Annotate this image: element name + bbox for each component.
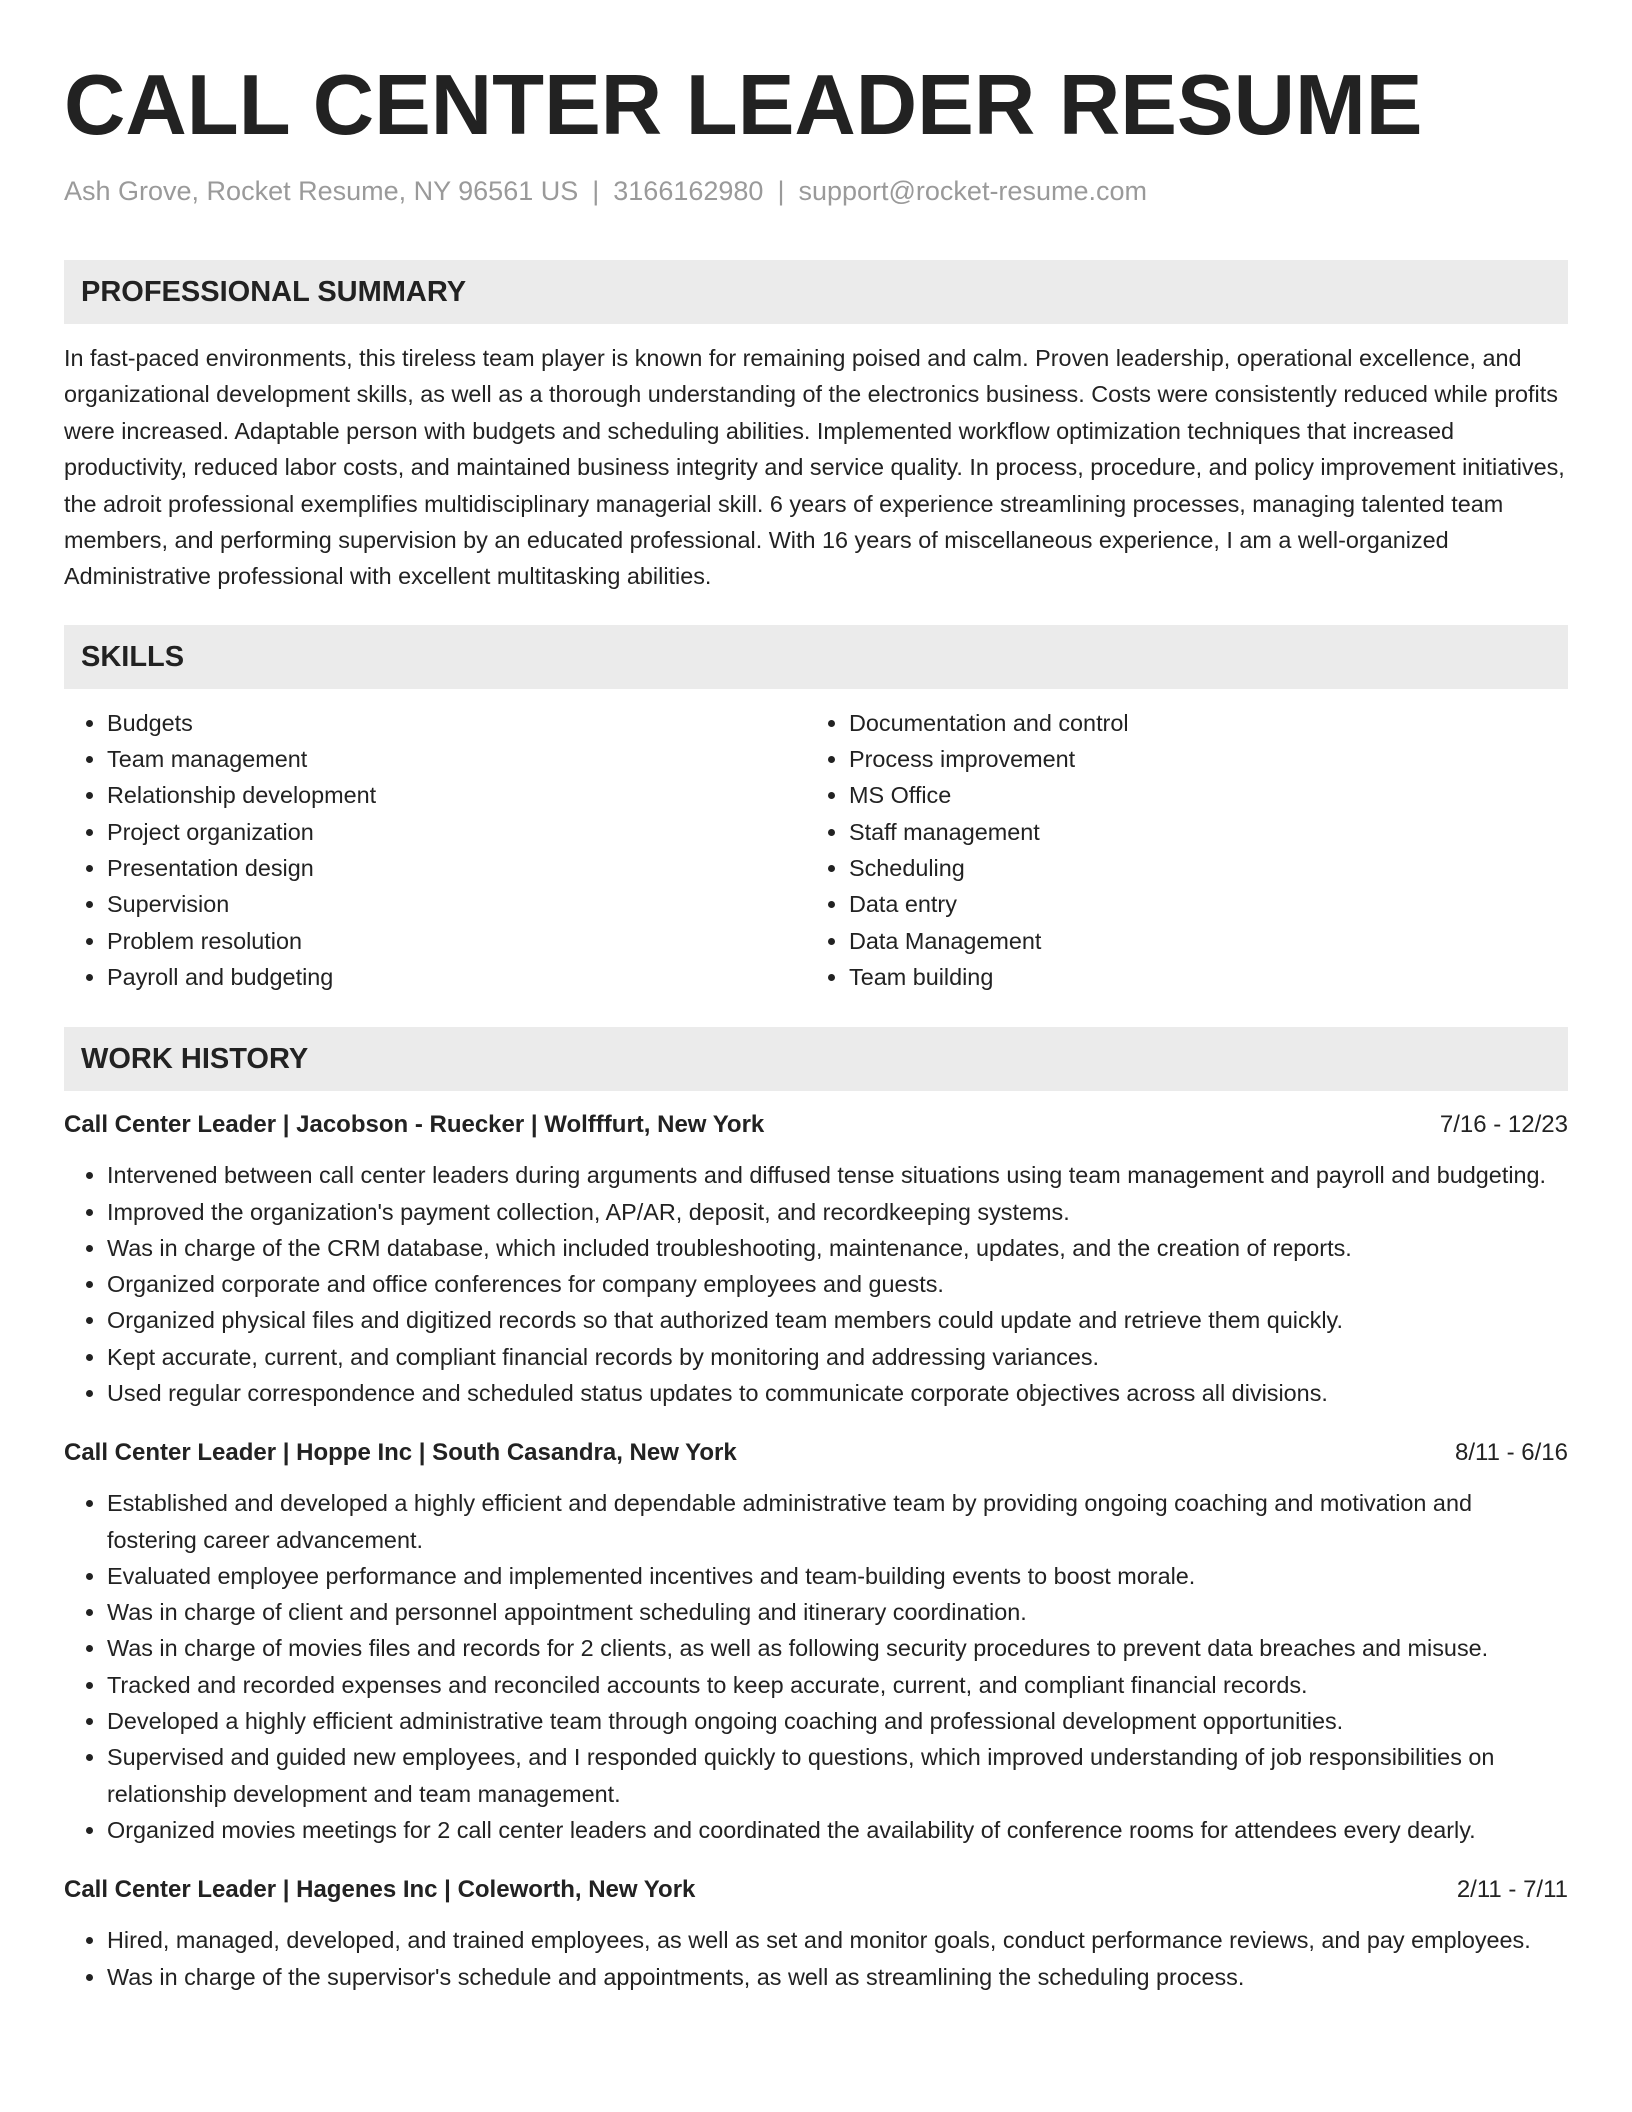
job-bullet: • Improved the organization's payment collection, AP/AR, deposit, and recordkeeping systems. — [107, 1194, 1568, 1230]
skill-item: • Supervision — [107, 886, 806, 922]
contact-line — [64, 174, 1568, 208]
skills-column-right — [806, 705, 1548, 995]
job-bullet: • Developed a highly efficient administrative team through ongoing coaching and professional development opportunities. — [107, 1703, 1568, 1739]
skill-item: • Team management — [107, 741, 806, 777]
resume-title: CALL CENTER LEADER RESUME — [64, 58, 1423, 153]
skill-item: • Data Management — [849, 923, 1548, 959]
section-header-work-history: WORK HISTORY — [64, 1027, 1568, 1091]
job-bullet: • Evaluated employee performance and implemented incentives and team-building events to boost morale. — [107, 1558, 1568, 1594]
skill-item: • Documentation and control — [849, 705, 1548, 741]
job-bullet-list — [64, 1157, 1568, 1411]
job-bullet: • Organized physical files and digitized records so that authorized team members could update and retrieve them quickly. — [107, 1302, 1568, 1338]
job-bullet-list — [64, 1922, 1568, 1995]
job-bullet: • Was in charge of the supervisor's schedule and appointments, as well as streamlining the scheduling process. — [107, 1959, 1568, 1995]
skill-item: • Scheduling — [849, 850, 1548, 886]
job-title: Call Center Leader | Hagenes Inc | Coleworth, New York — [64, 1876, 696, 1904]
job-bullet: • Was in charge of movies files and records for 2 clients, as well as following security procedures to prevent data breaches and misuse. — [107, 1630, 1568, 1666]
job-title: Call Center Leader | Hoppe Inc | South Casandra, New York — [64, 1439, 737, 1467]
job-dates: 2/11 - 7/11 — [1456, 1876, 1568, 1904]
skill-item: • Staff management — [849, 814, 1548, 850]
job-dates: 7/16 - 12/23 — [1439, 1111, 1568, 1139]
job-bullet: • Was in charge of client and personnel appointment scheduling and itinerary coordination. — [107, 1594, 1568, 1630]
summary-text: In fast-paced environments, this tireless team player is known for remaining poised and calm. Proven leadership, operational excellence, and organizational development skills, as well as a thorough understanding of the electronics business. Costs were consistently reduced while profits were increased. Adaptable person with budgets and scheduling abilities. Implemented workflow optimization techniques that increased productivity, reduced labor costs, and maintained business integrity and service quality. In process, procedure, and policy improvement initiatives, the adroit professional exemplifies multidisciplinary managerial skill. 6 years of experience streamlining processes, managing talented team members, and performing supervision by an educated professional. With 16 years of miscellaneous experience, I am a well-organized Administrative professional with excellent multitasking abilities. — [64, 345, 1565, 590]
job-bullet: • Tracked and recorded expenses and reconciled accounts to keep accurate, current, and compliant financial records. — [107, 1667, 1568, 1703]
job-bullet: • Hired, managed, developed, and trained employees, as well as set and monitor goals, conduct performance reviews, and pay employees. — [107, 1922, 1568, 1958]
skill-item: • MS Office — [849, 777, 1548, 813]
job-entry — [64, 1872, 1568, 1995]
skill-item: • Process improvement — [849, 741, 1548, 777]
skills-list — [64, 705, 1568, 995]
job-dates: 8/11 - 6/16 — [1455, 1439, 1568, 1467]
skill-item: • Problem resolution — [107, 923, 806, 959]
job-bullet: • Intervened between call center leaders during arguments and diffused tense situations using team management and payroll and budgeting. — [107, 1157, 1568, 1193]
skills-column-left — [64, 705, 806, 995]
job-header — [64, 1107, 1568, 1143]
job-title: Call Center Leader | Jacobson - Ruecker | Wolfffurt, New York — [64, 1111, 765, 1139]
skill-item: • Relationship development — [107, 777, 806, 813]
section-header-summary: PROFESSIONAL SUMMARY — [64, 260, 1568, 324]
resume-page — [64, 0, 1568, 1995]
job-header — [64, 1872, 1568, 1908]
job-bullet: • Used regular correspondence and scheduled status updates to communicate corporate objectives across all divisions. — [107, 1375, 1568, 1411]
job-entry — [64, 1107, 1568, 1411]
job-bullet: • Organized movies meetings for 2 call center leaders and coordinated the availability of conference rooms for attendees every dearly. — [107, 1812, 1568, 1848]
skill-item: • Project organization — [107, 814, 806, 850]
job-bullet: • Kept accurate, current, and compliant financial records by monitoring and addressing variances. — [107, 1339, 1568, 1375]
job-bullet-list — [64, 1485, 1568, 1848]
job-header — [64, 1435, 1568, 1471]
job-entry — [64, 1435, 1568, 1848]
job-bullet: • Organized corporate and office conferences for company employees and guests. — [107, 1266, 1568, 1302]
skill-item: • Team building — [849, 959, 1548, 995]
contact-email: support@rocket-resume.com — [798, 176, 1147, 206]
skill-item: • Presentation design — [107, 850, 806, 886]
skill-item: • Data entry — [849, 886, 1548, 922]
contact-address: Ash Grove, Rocket Resume, NY 96561 US — [64, 176, 579, 206]
job-bullet: • Established and developed a highly efficient and dependable administrative team by providing ongoing coaching and motivation and fostering career advancement. — [107, 1485, 1568, 1558]
skill-item: • Budgets — [107, 705, 806, 741]
job-bullet: • Was in charge of the CRM database, which included troubleshooting, maintenance, updates, and the creation of reports. — [107, 1230, 1568, 1266]
contact-phone: 3166162980 — [613, 176, 764, 206]
skill-item: • Payroll and budgeting — [107, 959, 806, 995]
job-bullet: • Supervised and guided new employees, and I responded quickly to questions, which improved understanding of job responsibilities on relationship development and team management. — [107, 1739, 1568, 1812]
contact-separator: | — [777, 176, 785, 206]
section-header-skills: SKILLS — [64, 625, 1568, 689]
contact-separator: | — [592, 176, 600, 206]
